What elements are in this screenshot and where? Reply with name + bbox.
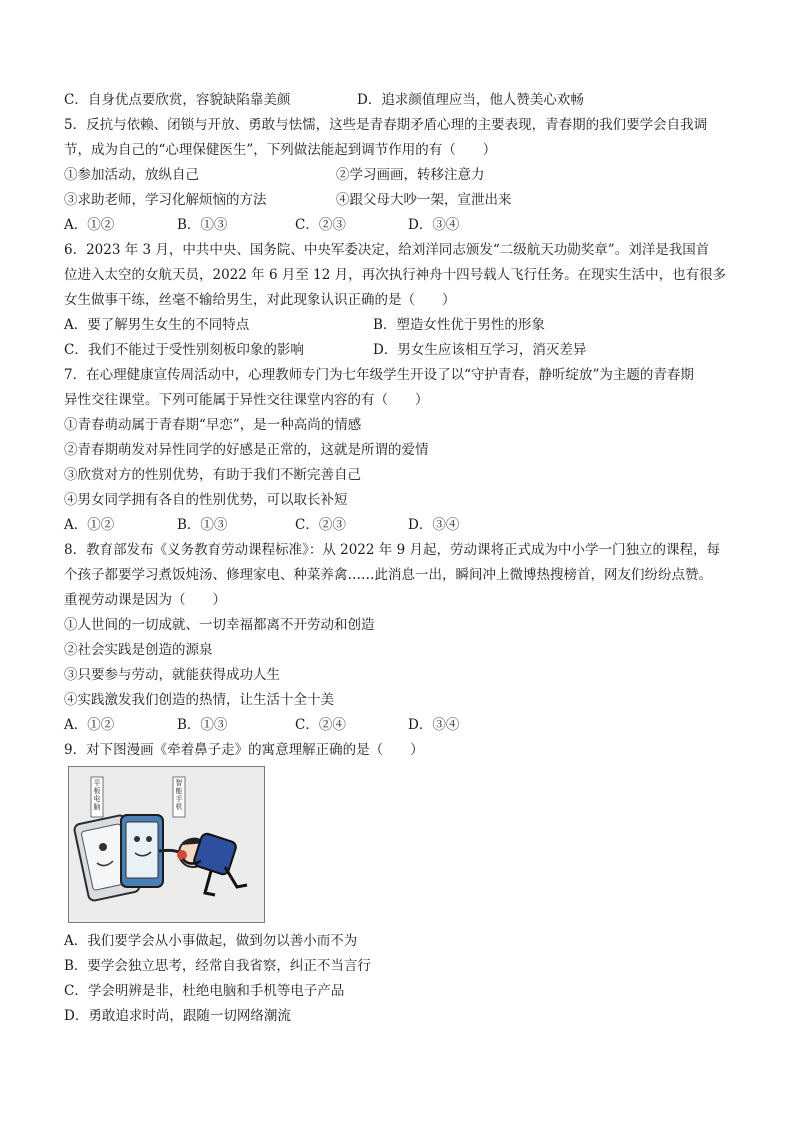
cartoon-image [68, 766, 265, 923]
q5-stem-line-1: 5．反抗与依赖、闭锁与开放、勇敢与怯懦，这些是青春期矛盾心理的主要表现，青春期的我们要学会自我调 [64, 117, 708, 133]
q8-stem-line-3: 重视劳动课是因为（ ） [64, 592, 226, 608]
q8-option-b: B．①③ [177, 717, 228, 733]
q5-option-b: B．①③ [177, 217, 228, 233]
q7-item-4: ④男女同学拥有各自的性别优势，可以取长补短 [64, 492, 348, 508]
q6-stem-line-2: 位进入太空的女航天员，2022 年 6 月至 12 月，再次执行神舟十四号载人飞行任务。在现实生活中，也有很多 [64, 267, 727, 283]
person-figure [177, 832, 247, 895]
q9-option-d: D．勇敢追求时尚，跟随一切网络潮流 [64, 1008, 291, 1024]
q8-item-3: ③只要参与劳动，就能获得成功人生 [64, 667, 280, 683]
q8-stem-line-2: 个孩子都要学习煮饭炖汤、修理家电、种菜养禽……此消息一出，瞬间冲上微博热搜榜首，网友们纷纷点赞。 [64, 567, 712, 583]
q8-item-2: ②社会实践是创造的源泉 [64, 642, 213, 658]
q8-option-a: A．①② [64, 717, 115, 733]
q9-stem: 9．对下图漫画《牵着鼻子走》的寓意理解正确的是（ ） [64, 742, 424, 758]
q5-option-a: A．①② [64, 217, 115, 233]
q8-options [64, 716, 459, 734]
q8-option-c: C．②④ [295, 717, 346, 733]
phone-label: 智能手机 [175, 779, 183, 811]
q7-stem-line-1: 7．在心理健康宣传周活动中，心理教师专门为七年级学生开设了以“守护青春，静听绽放”为主题的青春期 [64, 367, 694, 383]
q7-option-c: C．②③ [295, 517, 346, 533]
q5-stem-line-2: 节，成为自己的“心理保健医生”，下列做法能起到调节作用的有（ ） [64, 142, 497, 158]
q7-item-1: ①青春萌动属于青春期“早恋”，是一种高尚的情感 [64, 417, 362, 433]
q6-option-b: B．塑造女性优于男性的形象 [373, 317, 545, 333]
q8-option-d: D．③④ [408, 717, 460, 733]
q5-item-2: ②学习画画，转移注意力 [336, 167, 485, 183]
q6-stem-line-1: 6．2023 年 3 月，中共中央、国务院、中央军委决定，给刘洋同志颁发“二级航天功勋奖章”。刘洋是我国首 [64, 242, 710, 258]
q5-options [64, 216, 459, 234]
tablet-label: 平板电脑 [93, 779, 101, 811]
q8-stem-line-1: 8．教育部发布《义务教育劳动课程标准》：从 2022 年 9 月起，劳动课将正式成为中小学一门独立的课程，每 [64, 542, 720, 558]
q4-option-c: C．自身优点要欣赏，容貌缺陷靠美颜 [64, 92, 291, 108]
q7-stem-line-2: 异性交往课堂。下列可能属于异性交往课堂内容的有（ ） [64, 392, 429, 408]
q7-options [64, 516, 459, 534]
phone-figure [121, 815, 181, 887]
q7-option-d: D．③④ [408, 517, 460, 533]
q5-item-4: ④跟父母大吵一架，宣泄出来 [336, 192, 512, 208]
q7-item-3: ③欣赏对方的性别优势，有助于我们不断完善自己 [64, 467, 361, 483]
q7-option-a: A．①② [64, 517, 115, 533]
q5-option-c: C．②③ [295, 217, 346, 233]
q5-item-1: ①参加活动，放纵自己 [64, 167, 199, 183]
q4-option-d: D．追求颜值理应当，他人赞美心欢畅 [357, 92, 584, 108]
q5-option-d: D．③④ [408, 217, 460, 233]
q6-option-c: C．我们不能过于受性别刻板印象的影响 [64, 342, 304, 358]
q8-item-1: ①人世间的一切成就、一切幸福都离不开劳动和创造 [64, 617, 375, 633]
q7-item-2: ②青春期萌发对异性同学的好感是正常的，这就是所谓的爱情 [64, 442, 429, 458]
q9-option-b: B．要学会独立思考，经常自我省察，纠正不当言行 [64, 958, 371, 974]
q6-stem-line-3: 女生做事干练，丝毫不输给男生，对此现象认识正确的是（ ） [64, 292, 456, 308]
q6-option-d: D．男女生应该相互学习，消灭差异 [373, 342, 587, 358]
q7-option-b: B．①③ [177, 517, 228, 533]
q9-option-a: A．我们要学会从小事做起，做到勿以善小而不为 [64, 933, 358, 949]
q6-option-a: A．要了解男生女生的不同特点 [64, 317, 250, 333]
q5-item-3: ③求助老师，学习化解烦恼的方法 [64, 192, 267, 208]
q9-option-c: C．学会明辨是非，杜绝电脑和手机等电子产品 [64, 983, 345, 999]
q8-item-4: ④实践激发我们创造的热情，让生活十全十美 [64, 692, 334, 708]
